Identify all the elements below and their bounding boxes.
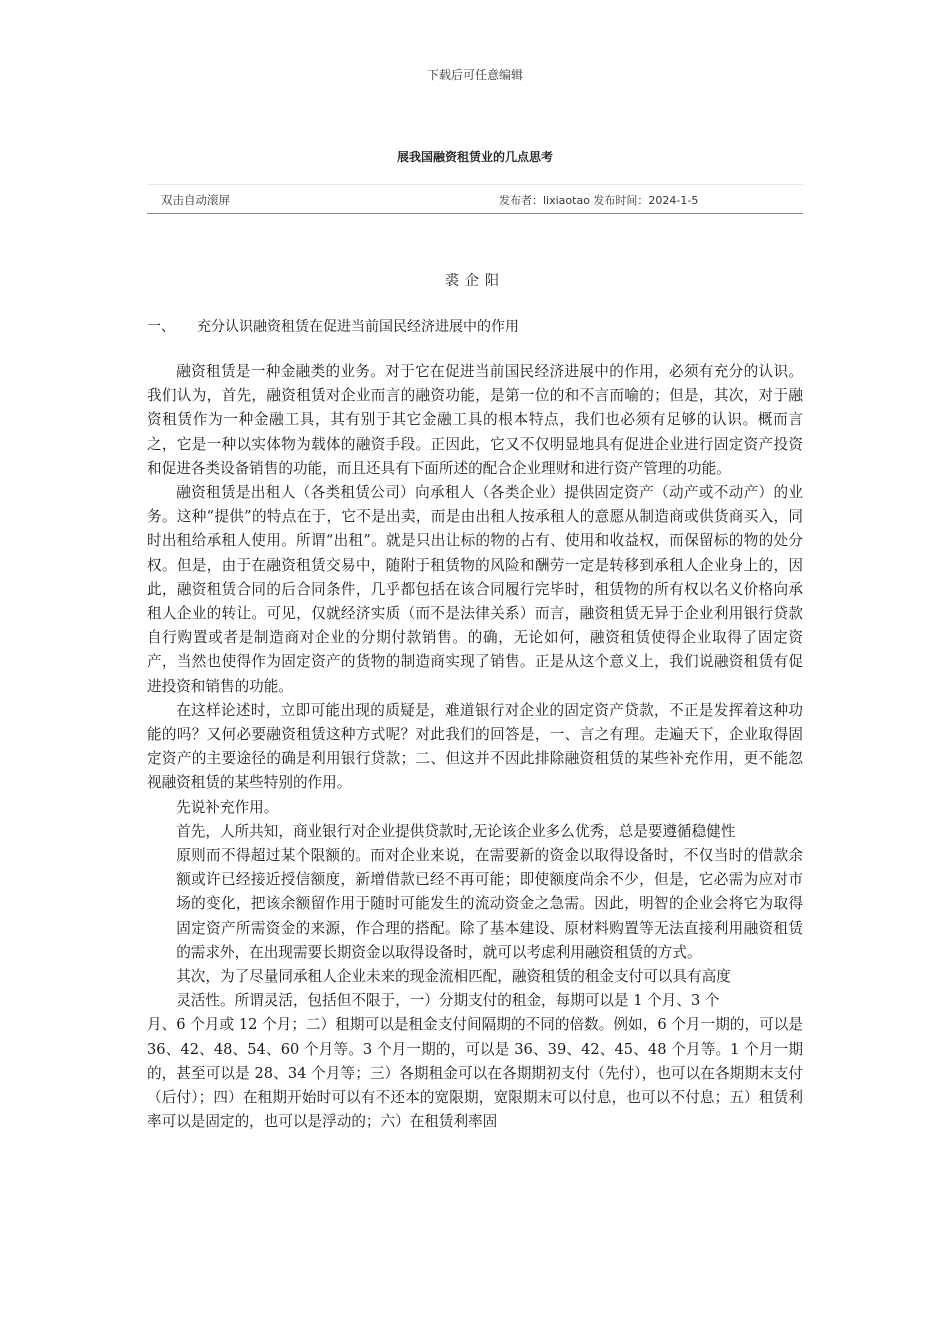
author-name: 裘企阳	[445, 273, 505, 289]
paragraph: 灵活性。所谓灵活，包括但不限于，一）分期支付的租金，每期可以是 1 个月、3 个	[176, 992, 720, 1010]
meta-bar	[147, 192, 803, 208]
paragraph: 在这样论述时，立即可能出现的质疑是，难道银行对企业的固定资产贷款，不正是发挥着这种功能的吗？又何必要融资租赁这种方式呢？对此我们的回答是，一、言之有理。走遍天下，企业取得固定资产的主要途径的确是利用银行贷款；二、但这并不因此排除融资租赁的某些补充作用，更不能忽视融资租赁的某些特别的作用。	[147, 701, 803, 792]
paragraph: 其次，为了尽量同承租人企业未来的现金流相匹配，融资租赁的租金支付可以具有高度	[176, 968, 731, 986]
paragraph: 融资租赁是出租人（各类租赁公司）向承租人（各类企业）提供固定资产（动产或不动产）的业务。这种“提供”的特点在于，它不是出卖，而是由出租人按承租人的意愿从制造商或供货商买入，同时出租给承租人使用。所谓“出租”。就是只出让标的物的占有、使用和收益权，而保留标的物的处分权。但是，由于在融资租赁交易中，随附于租赁物的风险和酬劳一定是转移到承租人企业身上的，因此，融资租赁合同的后合同条件，几乎都包括在该合同履行完毕时，租赁物的所有权以名义价格向承租人企业的转让。可见，仅就经济实质（而不是法律关系）而言，融资租赁无异于企业利用银行贷款自行购置或者是制造商对企业的分期付款销售。的确，无论如何，融资租赁使得企业取得了固定资产，当然也使得作为固定资产的货物的制造商实现了销售。正是从这个意义上，我们说融资租赁有促进投资和销售的功能。	[147, 484, 803, 695]
section-number: 一、	[147, 319, 175, 335]
article-body	[147, 360, 803, 1135]
document-title: 展我国融资租赁业的几点思考	[396, 150, 553, 164]
meta-divider-top	[147, 184, 803, 185]
section-heading	[147, 316, 519, 336]
auto-scroll-link[interactable]: 双击自动滚屏	[161, 193, 230, 207]
publish-info: 发布者：lixiaotao 发布时间：2024-1-5	[499, 194, 699, 207]
meta-divider-bottom	[147, 213, 803, 214]
paragraph: 首先，人所共知，商业银行对企业提供贷款时,无论该企业多么优秀，总是要遵循稳健性	[176, 822, 736, 840]
top-note: 下载后可任意编辑	[426, 68, 523, 82]
paragraph: 融资租赁是一种金融类的业务。对于它在促进当前国民经济进展中的作用，必须有充分的认识。我们认为，首先，融资租赁对企业而言的融资功能，是第一位的和不言而喻的；但是，其次，对于融资租赁作为一种金融工具，其有别于其它金融工具的根本特点，我们也必须有足够的认识。概而言之，它是一种以实体物为载体的融资手段。正因此，它又不仅明显地具有促进企业进行固定资产投资和促进各类设备销售的功能，而且还具有下面所述的配合企业理财和进行资产管理的功能。	[147, 363, 803, 477]
section-title: 充分认识融资租赁在促进当前国民经济进展中的作用	[197, 319, 519, 335]
paragraph: 先说补充作用。	[176, 798, 279, 816]
paragraph: 月、6 个月或 12 个月；二）租期可以是租金支付间隔期的不同的倍数。例如，6 个月一期的，可以是 36、42、48、54、60 个月等。3 个月一期的，可以是 36、39、42、45、48 个月等。1 个月一期的，甚至可以是 28、34 个月等；三）各期租金可以在各期期初支付（先付），也可以在各期期末支付（后付）；四）在租期开始时可以有不还本的宽限期，宽限期末可以付息，也可以不付息；五）租赁利率可以是固定的，也可以是浮动的；六）在租赁利率固	[147, 1016, 803, 1131]
paragraph: 原则而不得超过某个限额的。而对企业来说，在需要新的资金以取得设备时，不仅当时的借款余额或许已经接近授信额度，新增借款已经不再可能；即使额度尚余不少，但是，它必需为应对市场的变化，把该余额留作用于随时可能发生的流动资金之急需。因此，明智的企业会将它为取得固定资产所需资金的来源，作合理的搭配。除了基本建设、原材料购置等无法直接利用融资租赁的需求外，在出现需要长期资金以取得设备时，就可以考虑利用融资租赁的方式。	[176, 847, 803, 961]
